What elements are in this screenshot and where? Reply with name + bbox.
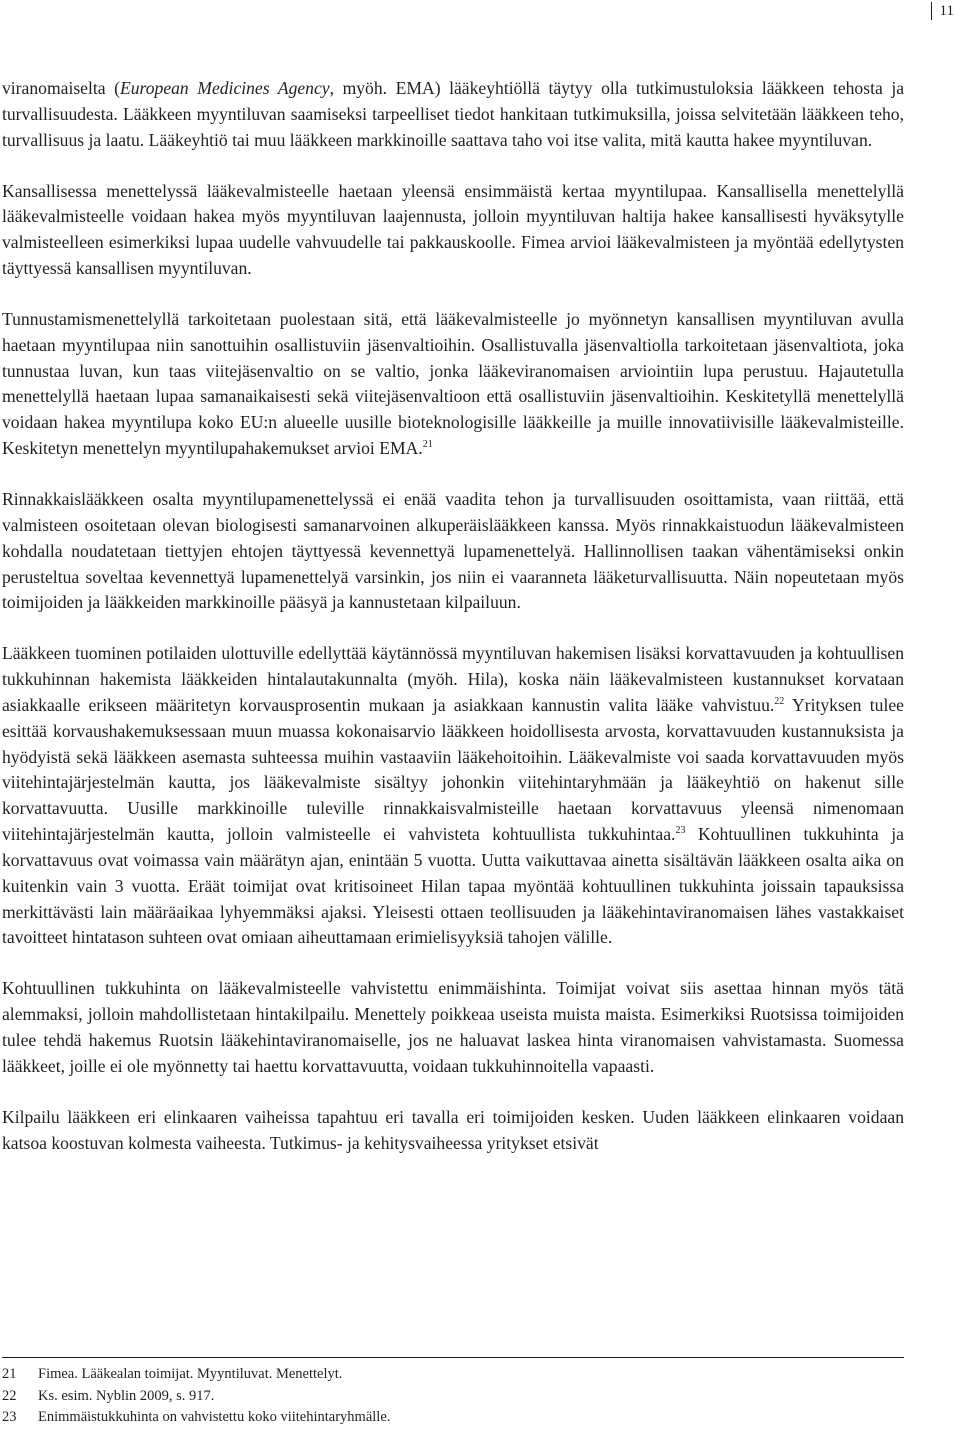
footnote-number: 23 — [2, 1409, 17, 1425]
paragraph-text: Yrityksen tulee esittää korvaushakemuksessaan muun muassa kokonaisarvio lääkkeen hoidollisesta arvosta, korvattavuuden kustannuksista ja hyödyistä sekä lääkkeen asemasta suhteessa muihin vastaaviin lääkehoitoihin. Lääkevalmiste voi saada korvattavuuden myös viitehintajärjestelmän kautta, jos lääkevalmiste sisältyy johonkin viitehintaryhmään ja lääkeyhtiö on hakenut sille korvattavuutta. Uusille markkinoille tuleville rinnakkaisvalmisteille haetaan korvattavuus yleensä nimenomaan viitehintajärjestelmän kautta, jolloin valmisteelle ei vahvisteta kohtuullista tukkuhintaa. — [2, 694, 904, 845]
footnote-item — [2, 1407, 904, 1429]
paragraph-generic-drugs: Rinnakkaislääkkeen osalta myyntilupamenettelyssä ei enää vaadita tehon ja turvallisuuden osoittamista, vaan riittää, että valmisteen osoitetaan olevan biologisesti samanarvoinen alkuperäislääkkeen kanssa. Myös rinnakkaistuodun lääkevalmisteen kohdalla noudatetaan tiettyjen ehtojen täyttyessä kevennettyä lupamenettelyä. Hallinnollisen taakan vähentämiseksi onkin perusteltua soveltaa kevennettyä lupamenettelyä varsinkin, jos niin ei vaaranneta lääketurvallisuutta. Näin nopeutetaan myös toimijoiden ja lääkkeiden markkinoille pääsyä ja kannustetaan kilpailuun. — [2, 488, 904, 613]
paragraph-text: Tunnustamismenettelyllä tarkoitetaan puolestaan sitä, että lääkevalmisteelle jo myönnetyn kansallisen myyntiluvan avulla haetaan myyntilupaa niin sanottuihin osallistuviin jäsenvaltioihin. Osallistuvalla jäsenvaltiolla tarkoitetaan jäsenvaltiota, joka tunnustaa luvan, kun taas viitejäsenvaltio on se valtio, jonka lääkeviranomaisen arviointiin lupa perustuu. Hajautetulla menettelyllä haetaan lupaa samanaikaisesti sekä viitejäsenvaltioon että osallistuviin jäsenvaltioihin. Keskitetyllä menettelyllä voidaan hakea myyntilupa koko EU:n alueelle uusille bioteknologisille lääkkeille ja muille innovatiivisille lääkevalmisteille. Keskitetyn menettelyn myyntilupahakemukset arvioi EMA. — [2, 308, 904, 459]
paragraph-text: , myöh. EMA) lääkeyhtiöllä täytyy olla tutkimustuloksia lääkkeen tehosta ja turvallisuudesta. Lääkkeen myyntiluvan saamiseksi tarpeelliset tiedot hankitaan tutkimuksilla, joissa selvitetään lääkkeen teho, turvallisuus ja laatu. Lääkeyhtiö tai muu lääkkeen markkinoille saattava taho voi itse valita, mitä kautta hakee myyntiluvan. — [2, 78, 905, 150]
footnote-item — [2, 1386, 904, 1408]
paragraph-mutual-recognition — [2, 307, 904, 462]
paragraph-text: Kohtuullinen tukkuhinta ja korvattavuus ovat voimassa vain määrätyn ajan, enintään 5 vuotta. Uutta vaikuttavaa ainetta sisältävän lääkkeen osalta aika on kuitenkin vain 3 vuotta. Eräät toimijat ovat kritisoineet Hilan tapaa myöntää kohtuullinen tukkuhinta joissain tapauksissa merkittävästi lain määräaikaa lyhyemmäksi ajaksi. Yleisesti ottaen teollisuuden ja lääkehintaviranomaisen lähes vastakkaiset tavoitteet hintatason suhteen ovat omiaan aiheuttamaan erimielisyyksiä tahojen välille. — [2, 824, 904, 948]
body-text — [2, 76, 904, 1156]
agency-name-italic: European Medicines Agency — [120, 78, 330, 98]
footnote-text: Ks. esim. Nyblin 2009, s. 917. — [38, 1387, 215, 1404]
footnote-ref-22[interactable]: 22 — [774, 695, 785, 707]
page-number: 11 — [931, 2, 954, 20]
footnote-text: Enimmäistukkuhinta on vahvistettu koko viitehintaryhmälle. — [38, 1409, 391, 1425]
paragraph-reimbursement — [2, 641, 904, 951]
paragraph-text: Lääkkeen tuominen potilaiden ulottuville edellyttää käytännössä myyntiluvan hakemisen lisäksi korvattavuuden ja kohtuullisen tukkuhinnan hakemista lääkkeiden hintalautakunnalta (myöh. Hila), koska näin lääkevalmisteen kustannukset korvataan asiakkaalle erikseen määritetyn korvausprosentin mukaan ja asiakkaan kannustin valita lääke vahvistuu. — [2, 643, 904, 715]
paragraph-competition: Kilpailu lääkkeen eri elinkaaren vaiheissa tapahtuu eri tavalla eri toimijoiden kesken. Uuden lääkkeen elinkaaren voidaan katsoa koostuvan kolmesta vaiheesta. Tutkimus- ja kehitysvaiheessa yritykset etsivät — [2, 1106, 904, 1153]
footnote-item — [2, 1364, 904, 1386]
paragraph-max-price: Kohtuullinen tukkuhinta on lääkevalmisteelle vahvistettu enimmäishinta. Toimijat voivat siis asettaa hinnan myös tätä alemmaksi, jolloin mahdollistetaan hintakilpailu. Menettely poikkeaa useista muista maista. Esimerkiksi Ruotsissa toimijoiden tulee tehdä hakemus Ruotsin lääkehintaviranomaiselle, jos ne haluavat laskea hinta viranomaisen vahvistamasta. Suomessa lääkkeet, joille ei ole myönnetty tai haettu korvattavuutta, voidaan tukkuhinnoitella vapaasti. — [2, 978, 904, 1076]
footnote-ref-23[interactable]: 23 — [675, 825, 686, 837]
paragraph-text: viranomaiselta ( — [2, 78, 120, 98]
paragraph-ema — [2, 76, 904, 154]
footnote-number: 22 — [2, 1387, 17, 1404]
footnote-ref-21[interactable]: 21 — [422, 439, 433, 451]
footnotes — [2, 1364, 904, 1429]
footnote-text: Fimea. Lääkealan toimijat. Myyntiluvat. Menettelyt. — [38, 1366, 343, 1382]
footnote-number: 21 — [2, 1366, 17, 1382]
paragraph-national-procedure: Kansallisessa menettelyssä lääkevalmisteelle haetaan yleensä ensimmäistä kertaa myyntilupaa. Kansallisella menettelyllä lääkevalmisteelle voidaan hakea myös myyntiluvan laajennusta, jolloin myyntiluvan haltija hakee kansallisesti hyväksytylle valmisteelleen esimerkiksi lupaa uudelle vahvuudelle tai pakkauskoolle. Fimea arvioi lääkevalmisteen ja myöntää edellytysten täyttyessä kansallisen myyntiluvan. — [2, 180, 904, 279]
footnote-divider — [2, 1357, 904, 1358]
